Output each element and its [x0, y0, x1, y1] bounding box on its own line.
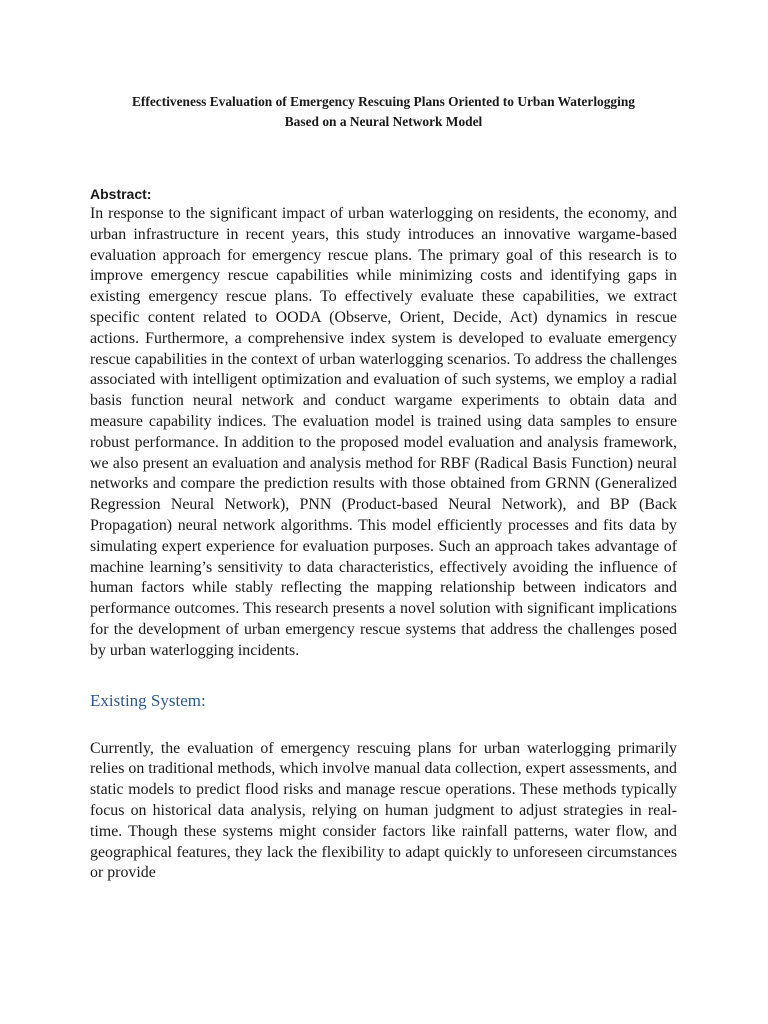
abstract-label: Abstract:	[90, 186, 152, 202]
title-line-1: Effectiveness Evaluation of Emergency Rescuing Plans Oriented to Urban Waterlogging	[132, 94, 635, 109]
abstract-paragraph: In response to the significant impact of urban waterlogging on residents, the economy, and urban infrastructure in recent years, this study introduces an innovative wargame-based evaluation approach for emergency rescue plans. The primary goal of this research is to improve emergency rescue capabilities while minimizing costs and identifying gaps in existing emergency rescue plans. To effectively evaluate these capabilities, we extract specific content related to OODA (Observe, Orient, Decide, Act) dynamics in rescue actions. Furthermore, a comprehensive index system is developed to evaluate emergency rescue capabilities in the context of urban waterlogging scenarios. To address the challenges associated with intelligent optimization and evaluation of such systems, we employ a radial basis function neural network and conduct wargame experiments to obtain data and measure capability indices. The evaluation model is trained using data samples to ensure robust performance. In addition to the proposed model evaluation and analysis framework, we also present an evaluation and analysis method for RBF (Radical Basis Function) neural networks and compare the prediction results with those obtained from GRNN (Generalized Regression Neural Network), PNN (Product-based Neural Network), and BP (Back Propagation) neural network algorithms. This model efficiently processes and fits data by simulating expert experience for evaluation purposes. Such an approach takes advantage of machine learning’s sensitivity to data characteristics, effectively avoiding the influence of human factors while stably reflecting the mapping relationship between indicators and performance outcomes. This research presents a novel solution with significant implications for the development of urban emergency rescue systems that address the challenges posed by urban waterlogging incidents.	[90, 205, 677, 659]
existing-system-heading: Existing System:	[90, 690, 206, 710]
title-line-2: Based on a Neural Network Model	[284, 114, 483, 129]
existing-system-paragraph: Currently, the evaluation of emergency rescuing plans for urban waterlogging primarily relies on traditional methods, which involve manual data collection, expert assessments, and static models to predict flood risks and manage rescue operations. These methods typically focus on historical data analysis, relying on human judgment to adjust strategies in real-time. Though these systems might consider factors like rainfall patterns, water flow, and geographical features, they lack the flexibility to adapt quickly to unforeseen circumstances or provide	[90, 739, 677, 882]
document-title	[90, 92, 677, 132]
document-page	[90, 92, 677, 884]
